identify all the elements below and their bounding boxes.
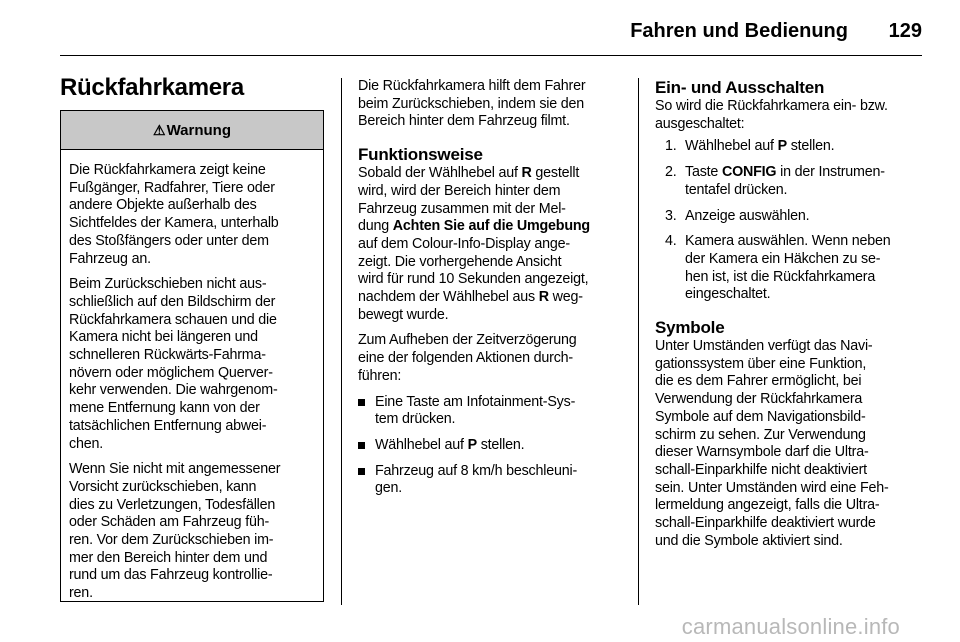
page-title: Rückfahrkamera	[60, 74, 244, 101]
step-number: 1.	[665, 138, 677, 155]
column-right	[655, 78, 925, 558]
text: dung	[358, 218, 393, 235]
list-item	[655, 208, 925, 226]
text-line: So wird die Rückfahrkamera ein- bzw.	[655, 98, 888, 114]
text-line: Sichtfeldes der Kamera, unterhalb	[69, 215, 279, 232]
text: weg-	[548, 289, 583, 306]
warning-body	[61, 150, 323, 603]
text-line: Fahrzeug zusammen mit der Mel-	[358, 200, 566, 217]
square-bullet-icon	[358, 399, 365, 406]
text-line: Unter Umständen verfügt das Navi-	[655, 338, 873, 355]
text-line: Vorsicht zurückschieben, kann	[69, 478, 257, 495]
section-heading-symbole: Symbole	[655, 318, 725, 338]
bold-text: CONFIG	[721, 164, 777, 181]
text-line: tatsächlichen Entfernung abwei-	[69, 417, 267, 434]
header-title: Fahren und Bedienung	[630, 20, 848, 42]
list-item	[655, 164, 925, 199]
warning-paragraph	[69, 461, 323, 603]
text-line: kehr verwenden. Die wahrgenom-	[69, 382, 278, 399]
square-bullet-icon	[358, 442, 365, 449]
warning-heading: Warnung	[166, 121, 231, 139]
text-line: der Kamera ein Häkchen zu se-	[685, 250, 881, 267]
text-line: dieser Warnsymbole darf die Ultra-	[655, 444, 869, 461]
text-line: Kamera nicht bei längeren und	[69, 329, 258, 346]
text-line: auf dem Colour-Info-Display ange-	[358, 235, 570, 252]
text-line: Bereich hinter dem Fahrzeug filmt.	[358, 113, 570, 130]
text-line: schall-Einparkhilfe deaktiviert wurde	[655, 515, 876, 532]
text-line: tem drücken.	[375, 411, 456, 428]
step-number: 2.	[665, 164, 677, 181]
text-line: Die Rückfahrkamera zeigt keine	[69, 162, 266, 178]
bold-text: Achten Sie auf die Umgebung	[392, 218, 590, 235]
text: Taste	[685, 164, 722, 181]
warning-header	[61, 111, 323, 150]
text-line: schall-Einparkhilfe nicht deaktiviert	[655, 461, 867, 478]
text-line: bewegt wurde.	[358, 306, 449, 323]
square-bullet-icon	[358, 468, 365, 475]
text-line: Beim Zurückschieben nicht aus-	[69, 276, 267, 293]
text-line: wird für rund 10 Sekunden angezeigt,	[358, 271, 589, 288]
watermark: carmanualsonline.info	[681, 614, 900, 639]
text-line: Fahrzeug auf 8 km/h beschleuni-	[375, 462, 578, 479]
text-line: chen.	[69, 435, 103, 452]
warning-box	[60, 110, 324, 602]
list-item	[358, 394, 628, 429]
text-line: wird, wird der Bereich hinter dem	[358, 182, 561, 199]
text-line: andere Objekte außerhalb des	[69, 197, 257, 214]
onoff-intro	[655, 98, 925, 133]
text-line: dies zu Verletzungen, Todesfällen	[69, 496, 276, 513]
text-line: Zum Aufheben der Zeitverzögerung	[358, 332, 577, 349]
warning-paragraph	[69, 276, 323, 453]
text-line: mene Entfernung kann von der	[69, 400, 260, 417]
column-middle	[358, 78, 628, 506]
bullet-list	[358, 394, 628, 499]
text-line: tentafel drücken.	[685, 181, 788, 198]
text-line: schirm zu sehen. Zur Verwendung	[655, 426, 866, 443]
bold-text: R	[521, 165, 532, 182]
text-line: Verwendung der Rückfahrkamera	[655, 391, 863, 408]
text-line: növern oder möglichem Querver-	[69, 364, 273, 381]
page-header	[60, 0, 922, 56]
warning-triangle-icon: ⚠	[153, 121, 166, 138]
text-line: führen:	[358, 367, 402, 384]
list-item	[358, 463, 628, 498]
bold-text: R	[538, 289, 549, 306]
text: Wählhebel auf	[685, 138, 778, 155]
text-line: schnelleren Rückwärts-Fahrma-	[69, 347, 266, 364]
step-number: 3.	[665, 207, 677, 224]
text: stellen.	[476, 436, 525, 453]
text-line: mer den Bereich hinter dem und	[69, 549, 268, 566]
text: Anzeige auswählen.	[685, 207, 810, 224]
text: in der Instrumen-	[776, 164, 885, 181]
function-paragraph	[358, 165, 628, 324]
text-line: eingeschaltet.	[685, 286, 771, 303]
text-line: Symbole auf dem Navigationsbild-	[655, 408, 866, 425]
text: Sobald der Wählhebel auf	[358, 165, 522, 182]
list-item	[358, 437, 628, 455]
text-line: Fahrzeug an.	[69, 250, 151, 267]
bold-text: P	[467, 436, 477, 453]
text-line: ren.	[69, 585, 93, 602]
text-line: beim Zurückschieben, indem sie den	[358, 95, 585, 112]
text-line: Eine Taste am Infotainment-Sys-	[375, 393, 576, 410]
text-line: hen ist, ist die Rückfahrkamera	[685, 268, 876, 285]
text-line: zeigt. Die vorhergehende Ansicht	[358, 253, 562, 270]
text-line: Fußgänger, Radfahrer, Tiere oder	[69, 179, 275, 196]
list-item	[655, 138, 925, 156]
text: nachdem der Wählhebel aus	[358, 289, 539, 306]
text-line: oder Schäden am Fahrzeug füh-	[69, 514, 270, 531]
text-line: schließlich auf den Bildschirm der	[69, 293, 276, 310]
function-paragraph	[358, 332, 628, 385]
section-heading-ein-ausschalten: Ein- und Ausschalten	[655, 78, 825, 97]
text-line: Die Rückfahrkamera hilft dem Fahrer	[358, 78, 586, 94]
text-line: Kamera auswählen. Wenn neben	[685, 233, 891, 250]
page-number: 129	[888, 20, 922, 42]
text-line: eine der folgenden Aktionen durch-	[358, 350, 573, 367]
text-line: ren. Vor dem Zurückschieben im-	[69, 532, 274, 549]
text-line: ausgeschaltet:	[655, 115, 745, 132]
text: gestellt	[531, 165, 580, 182]
text-line: gationssystem über eine Funktion,	[655, 355, 867, 372]
text-line: die es dem Fahrer ermöglicht, bei	[655, 373, 862, 390]
symbols-paragraph	[655, 338, 925, 550]
text-line: sein. Unter Umständen wird eine Feh-	[655, 479, 889, 496]
text: Wählhebel auf	[375, 436, 468, 453]
text-line: rund um das Fahrzeug kontrollie-	[69, 567, 273, 584]
steps-list	[655, 138, 925, 304]
text-line: des Stoßfängers oder unter dem	[69, 232, 269, 249]
text-line: gen.	[375, 480, 403, 497]
text-line: lermeldung angezeigt, falls die Ultra-	[655, 497, 880, 514]
bold-text: P	[777, 138, 787, 155]
text-line: und die Symbole aktiviert sind.	[655, 532, 843, 549]
list-item	[655, 233, 925, 304]
column-divider	[341, 78, 342, 605]
column-divider	[638, 78, 639, 605]
intro-paragraph	[358, 78, 628, 131]
warning-paragraph	[69, 162, 323, 268]
section-heading-funktionsweise: Funktionsweise	[358, 145, 483, 165]
step-number: 4.	[665, 233, 677, 250]
text-line: Rückfahrkamera schauen und die	[69, 311, 277, 328]
text: stellen.	[786, 138, 835, 155]
text-line: Wenn Sie nicht mit angemessener	[69, 461, 281, 478]
